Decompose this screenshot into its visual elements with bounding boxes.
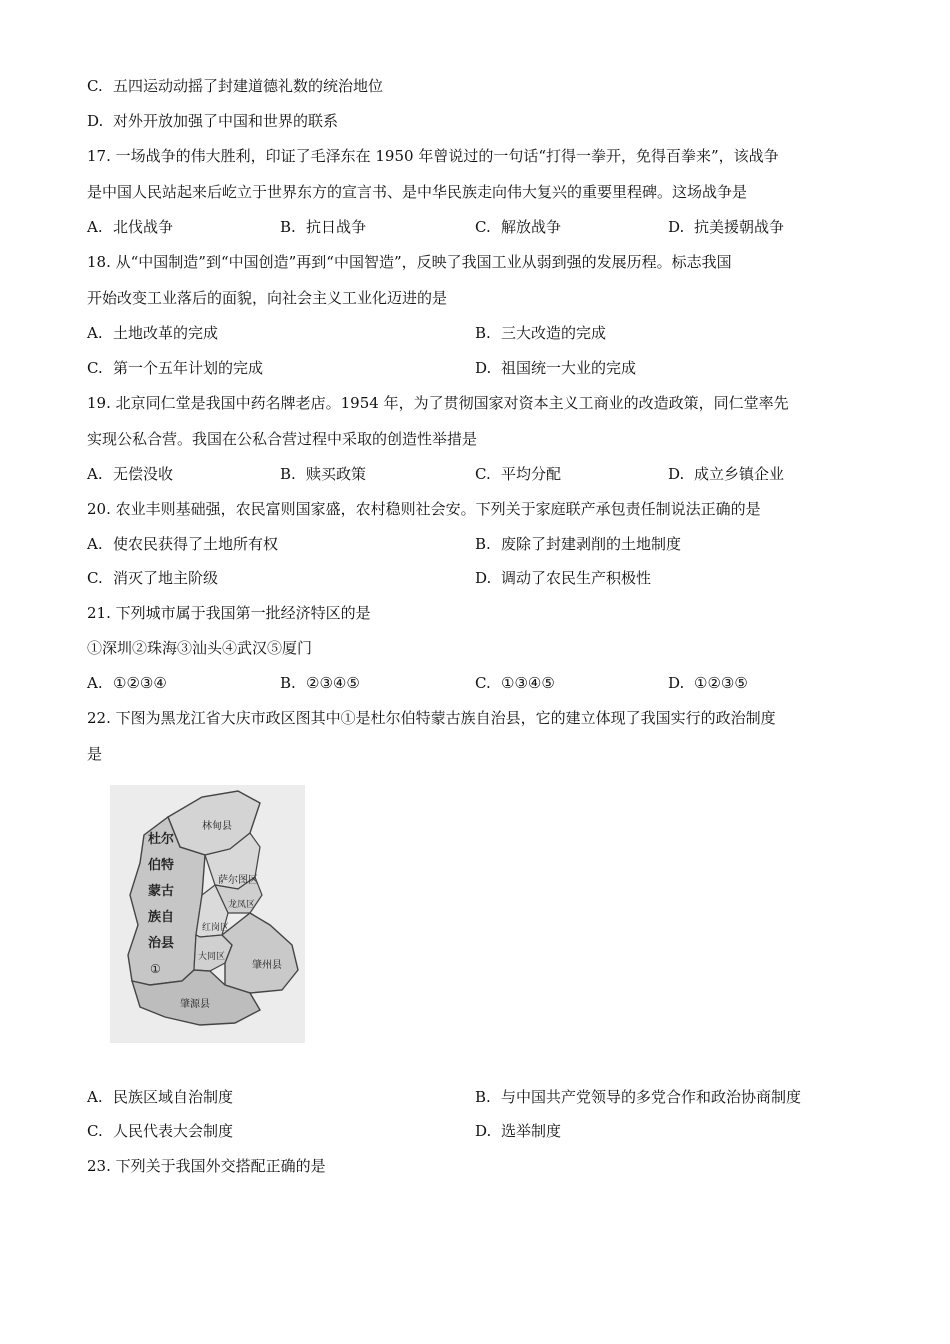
map-label-datong: 大同区 <box>198 952 226 962</box>
q17-option-c: C. 解放战争 <box>475 218 562 236</box>
map-label-zhaoyuan: 肇源县 <box>180 999 210 1010</box>
map-label-saertu: 萨尔图区 <box>218 875 258 886</box>
q17-stem-line1: 17. 一场战争的伟大胜利，印证了毛泽东在 1950 年曾说过的一句话“打得一拳开，免得百拳来”，该战争 <box>87 147 779 165</box>
q21-stem-line1: 21. 下列城市属于我国第一批经济特区的是 <box>87 604 371 622</box>
q18-stem-line2: 开始改变工业落后的面貌，向社会主义工业化迈进的是 <box>87 289 448 307</box>
q20-option-d: D. 调动了农民生产积极性 <box>475 569 652 587</box>
q22-option-d: D. 选举制度 <box>475 1122 562 1140</box>
map-label-duerbote-3: 蒙古 <box>148 884 175 899</box>
q18-stem-line1: 18. 从“中国制造”到“中国创造”再到“中国智造”，反映了我国工业从弱到强的发展历程。标志我国 <box>87 253 732 271</box>
q19-option-a: A. 无偿没收 <box>87 465 174 483</box>
q17-option-b: B. 抗日战争 <box>280 218 367 236</box>
q19-option-c: C. 平均分配 <box>475 465 562 483</box>
q21-option-a: A. ①②③④ <box>87 674 167 692</box>
map-label-duerbote-4: 族自 <box>148 910 175 925</box>
q21-option-b: B. ②③④⑤ <box>280 674 360 692</box>
q22-stem-line2: 是 <box>87 745 103 763</box>
q17-stem-line2: 是中国人民站起来后屹立于世界东方的宣言书、是中华民族走向伟大复兴的重要里程碑。这场战争是 <box>87 183 748 201</box>
q17-option-d: D. 抗美援朝战争 <box>668 218 785 236</box>
q19-stem-line2: 实现公私合营。我国在公私合营过程中采取的创造性举措是 <box>87 430 478 448</box>
q19-option-b: B. 赎买政策 <box>280 465 367 483</box>
q18-option-c: C. 第一个五年计划的完成 <box>87 359 264 377</box>
map-label-honggang: 红岗区 <box>202 923 230 933</box>
map-label-longfeng: 龙凤区 <box>228 900 256 910</box>
q20-stem-line1: 20. 农业丰则基础强，农民富则国家盛，农村稳则社会安。下列关于家庭联产承包责任制说法正确的是 <box>87 500 761 518</box>
q19-stem-line1: 19. 北京同仁堂是我国中药名牌老店。1954 年，为了贯彻国家对资本主义工商业的改造政策，同仁堂率先 <box>87 394 789 412</box>
map-label-duerbote-2: 伯特 <box>148 858 175 873</box>
q20-option-b: B. 废除了封建剥削的土地制度 <box>475 535 682 553</box>
q17-option-a: A. 北伐战争 <box>87 218 174 236</box>
q22-option-a: A. 民族区域自治制度 <box>87 1088 234 1106</box>
q23-stem-line1: 23. 下列关于我国外交搭配正确的是 <box>87 1157 326 1175</box>
q20-option-a: A. 使农民获得了土地所有权 <box>87 535 279 553</box>
q22-option-b: B. 与中国共产党领导的多党合作和政治协商制度 <box>475 1088 802 1106</box>
q18-option-b: B. 三大改造的完成 <box>475 324 607 342</box>
daqing-district-map <box>110 785 305 1043</box>
q18-option-d: D. 祖国统一大业的完成 <box>475 359 637 377</box>
q21-option-d: D. ①②③⑤ <box>668 674 748 692</box>
q21-option-c: C. ①③④⑤ <box>475 674 555 692</box>
map-label-duerbote-5: 治县 <box>148 936 175 951</box>
map-label-duerbote-1: 杜尔 <box>148 832 175 847</box>
q22-stem-line1: 22. 下图为黑龙江省大庆市政区图其中①是杜尔伯特蒙古族自治县，它的建立体现了我国实行的政治制度 <box>87 709 776 727</box>
map-label-duerbote-marker: ① <box>150 962 161 976</box>
q19-option-d: D. 成立乡镇企业 <box>668 465 785 483</box>
map-label-zhaozhou: 肇州县 <box>252 960 282 971</box>
map-label-linjia: 林甸县 <box>202 821 232 832</box>
q20-option-c: C. 消灭了地主阶级 <box>87 569 219 587</box>
prev-option-c: C. 五四运动动摇了封建道德礼数的统治地位 <box>87 77 384 95</box>
q21-stem-line2: ①深圳②珠海③汕头④武汉⑤厦门 <box>87 639 313 657</box>
q18-option-a: A. 土地改革的完成 <box>87 324 219 342</box>
prev-option-d: D. 对外开放加强了中国和世界的联系 <box>87 112 339 130</box>
q22-option-c: C. 人民代表大会制度 <box>87 1122 234 1140</box>
